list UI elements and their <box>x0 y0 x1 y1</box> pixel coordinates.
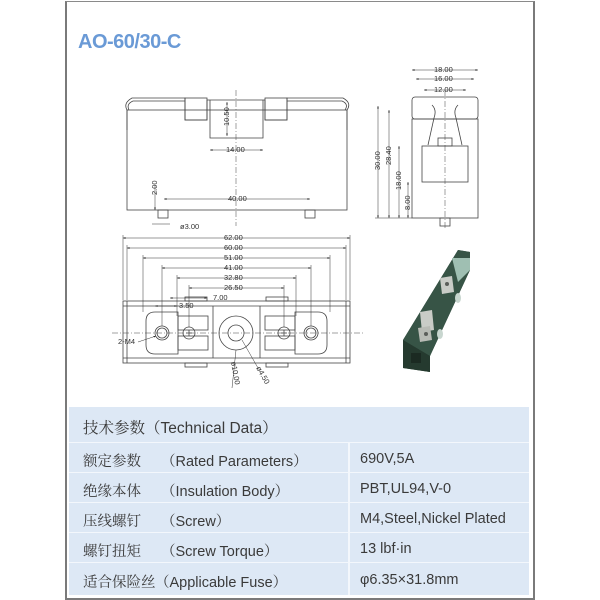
dim-16-00: 16.00 <box>434 74 453 83</box>
front-view <box>126 90 349 226</box>
dim-41-00: 41.00 <box>224 263 243 272</box>
row-label-en: （Applicable Fuse） <box>155 575 288 591</box>
table-row <box>69 533 529 563</box>
dim-30-00: 30.00 <box>373 151 382 170</box>
row-label-cn: 螺钉扭矩 <box>83 544 141 560</box>
row-label <box>83 480 290 501</box>
dim-8-00: 8.00 <box>403 195 412 210</box>
technical-data-table <box>69 407 529 595</box>
dim-60-00: 60.00 <box>224 243 243 252</box>
row-label-en: （Screw） <box>161 514 231 530</box>
row-label <box>83 450 308 471</box>
row-value: 690V,5A <box>360 451 415 467</box>
dim-18-00-height: 18.00 <box>394 171 403 190</box>
dim-2-m4: 2-M4 <box>118 337 136 346</box>
side-view <box>412 90 478 228</box>
model-title: AO-60/30-C <box>78 31 181 53</box>
dim-40-00: 40.00 <box>228 194 247 203</box>
dim-2-00: 2.00 <box>150 180 159 195</box>
row-label-en: （Rated Parameters） <box>161 454 308 470</box>
dim-51-00: 51.00 <box>224 253 243 262</box>
table-row <box>69 473 529 503</box>
header-label <box>83 416 278 438</box>
table-header-row <box>69 407 529 443</box>
dim-32-80: 32.80 <box>224 273 243 282</box>
dim-10-50: 10.50 <box>222 107 231 126</box>
row-label-en: （Screw Torque） <box>161 544 279 560</box>
table-row <box>69 503 529 533</box>
dim-dia-10-00: ø10.00 <box>229 360 242 386</box>
row-label-cn: 压线螺钉 <box>83 514 141 530</box>
table-row <box>69 443 529 473</box>
dim-28-40: 28.40 <box>384 146 393 165</box>
product-photo <box>403 250 470 372</box>
dim-26-50: 26.50 <box>224 283 243 292</box>
column-divider <box>348 443 350 595</box>
row-label-cn: 适合保险丝 <box>83 575 156 591</box>
dim-62-00: 62.00 <box>224 233 243 242</box>
row-label-cn: 额定参数 <box>83 454 141 470</box>
row-value: φ6.35×31.8mm <box>360 572 459 588</box>
dim-3-50: 3.50 <box>179 301 194 310</box>
table-row <box>69 563 529 595</box>
row-label-cn: 绝缘本体 <box>83 484 141 500</box>
header-label-cn: 技术参数 <box>83 420 146 437</box>
dim-dia-3-00: ø3.00 <box>180 222 200 231</box>
row-label-en: （Insulation Body） <box>161 484 290 500</box>
dim-12-00: 12.00 <box>434 85 453 94</box>
row-label <box>83 540 279 561</box>
dim-18-00-width: 18.00 <box>434 65 453 74</box>
row-value: 13 lbf·in <box>360 541 412 557</box>
row-label <box>83 510 231 531</box>
side-view-dims <box>375 70 478 218</box>
top-view <box>112 297 364 367</box>
header-label-en: （Technical Data） <box>145 420 278 437</box>
row-label <box>83 571 288 592</box>
dim-dia-4-50: ø4.50 <box>254 364 272 386</box>
dim-7-00: 7.00 <box>213 293 228 302</box>
dim-14-00: 14.00 <box>226 145 245 154</box>
row-value: PBT,UL94,V-0 <box>360 481 452 497</box>
row-value: M4,Steel,Nickel Plated <box>360 511 506 527</box>
